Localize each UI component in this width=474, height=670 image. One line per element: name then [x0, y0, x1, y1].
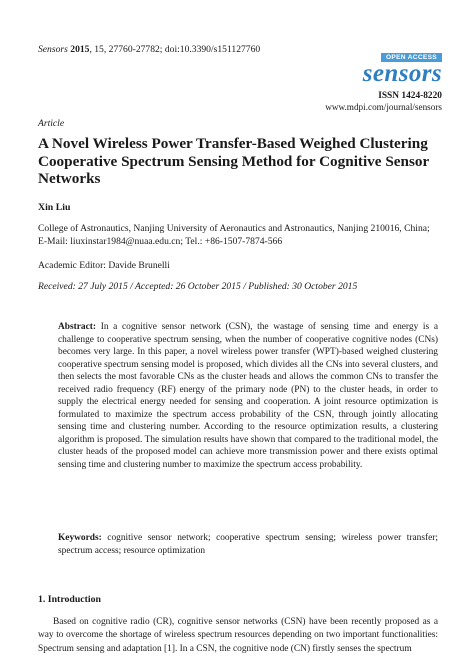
affiliation [38, 222, 438, 249]
abstract [58, 321, 438, 471]
author: Xin Liu [38, 202, 71, 213]
open-access-badge: OPEN ACCESS [381, 53, 442, 62]
keywords [58, 532, 438, 557]
keywords-text: cognitive sensor network; cooperative spectrum sensing; wireless power transfer; spectrum access; resource optimization [58, 533, 438, 556]
section-heading: 1. Introduction [38, 594, 101, 605]
citation-year: 2015 [70, 44, 90, 55]
introduction-text: Based on cognitive radio (CR), cognitive sensor networks (CSN) have been recently proposed as a way to overcome the shortage of wireless spectrum resources depending on two important functionalities: Spectrum sensing and adaptation [1]. In a CSN, the cognitive node (CN) firstly senses the spectrum [38, 617, 438, 654]
academic-editor: Academic Editor: Davide Brunelli [38, 260, 170, 271]
journal-name: Sensors [38, 44, 68, 55]
article-type: Article [38, 118, 65, 129]
citation-details: , 15, 27760-27782; doi:10.3390/s151127760 [89, 44, 261, 55]
publication-dates: Received: 27 July 2015 / Accepted: 26 October 2015 / Published: 30 October 2015 [38, 281, 358, 292]
issn: ISSN 1424-8220 [378, 91, 442, 101]
affiliation-address: College of Astronautics, Nanjing University of Aeronautics and Astronautics, Nanjing 210016, China; [38, 223, 430, 234]
journal-logo: sensors [362, 60, 442, 87]
journal-citation [38, 44, 260, 55]
journal-url[interactable]: www.mdpi.com/journal/sensors [325, 102, 442, 112]
abstract-text: In a cognitive sensor network (CSN), the wastage of sensing time and energy is a challenge to cooperative spectrum sensing, when the number of cooperative cognitive nodes (CNs) becomes very large. In this paper, a novel wireless power transfer (WPT)-based weighed clustering cooperative spectrum sensing model is proposed, which divides all the CNs into several clusters, and then selects the most favorable CNs as the cluster heads and allows the common CNs to transfer the received radio frequency (RF) energy of the primary node (PN) to the cluster heads, in order to supply the electrical energy needed for sensing and cooperation. A joint resource optimization is formulated to maximize the spectrum access probability of the CSN, through jointly allocating sensing time and clustering number. According to the resource optimization results, a clustering algorithm is proposed. The simulation results have shown that compared to the traditional model, the cluster heads of the proposed model can achieve more transmission power and there exists optimal sensing time and clustering number to maximize the spectrum access probability. [58, 322, 439, 470]
abstract-label: Abstract: [58, 322, 97, 332]
paper-title: A Novel Wireless Power Transfer-Based Weighed Clustering Cooperative Spectrum Sensing Method for Cognitive Sensor Networks [38, 135, 429, 187]
keywords-label: Keywords: [58, 533, 102, 543]
affiliation-contact: E-Mail: liuxinstar1984@nuaa.edu.cn; Tel.: +86-1507-7874-566 [38, 236, 283, 248]
